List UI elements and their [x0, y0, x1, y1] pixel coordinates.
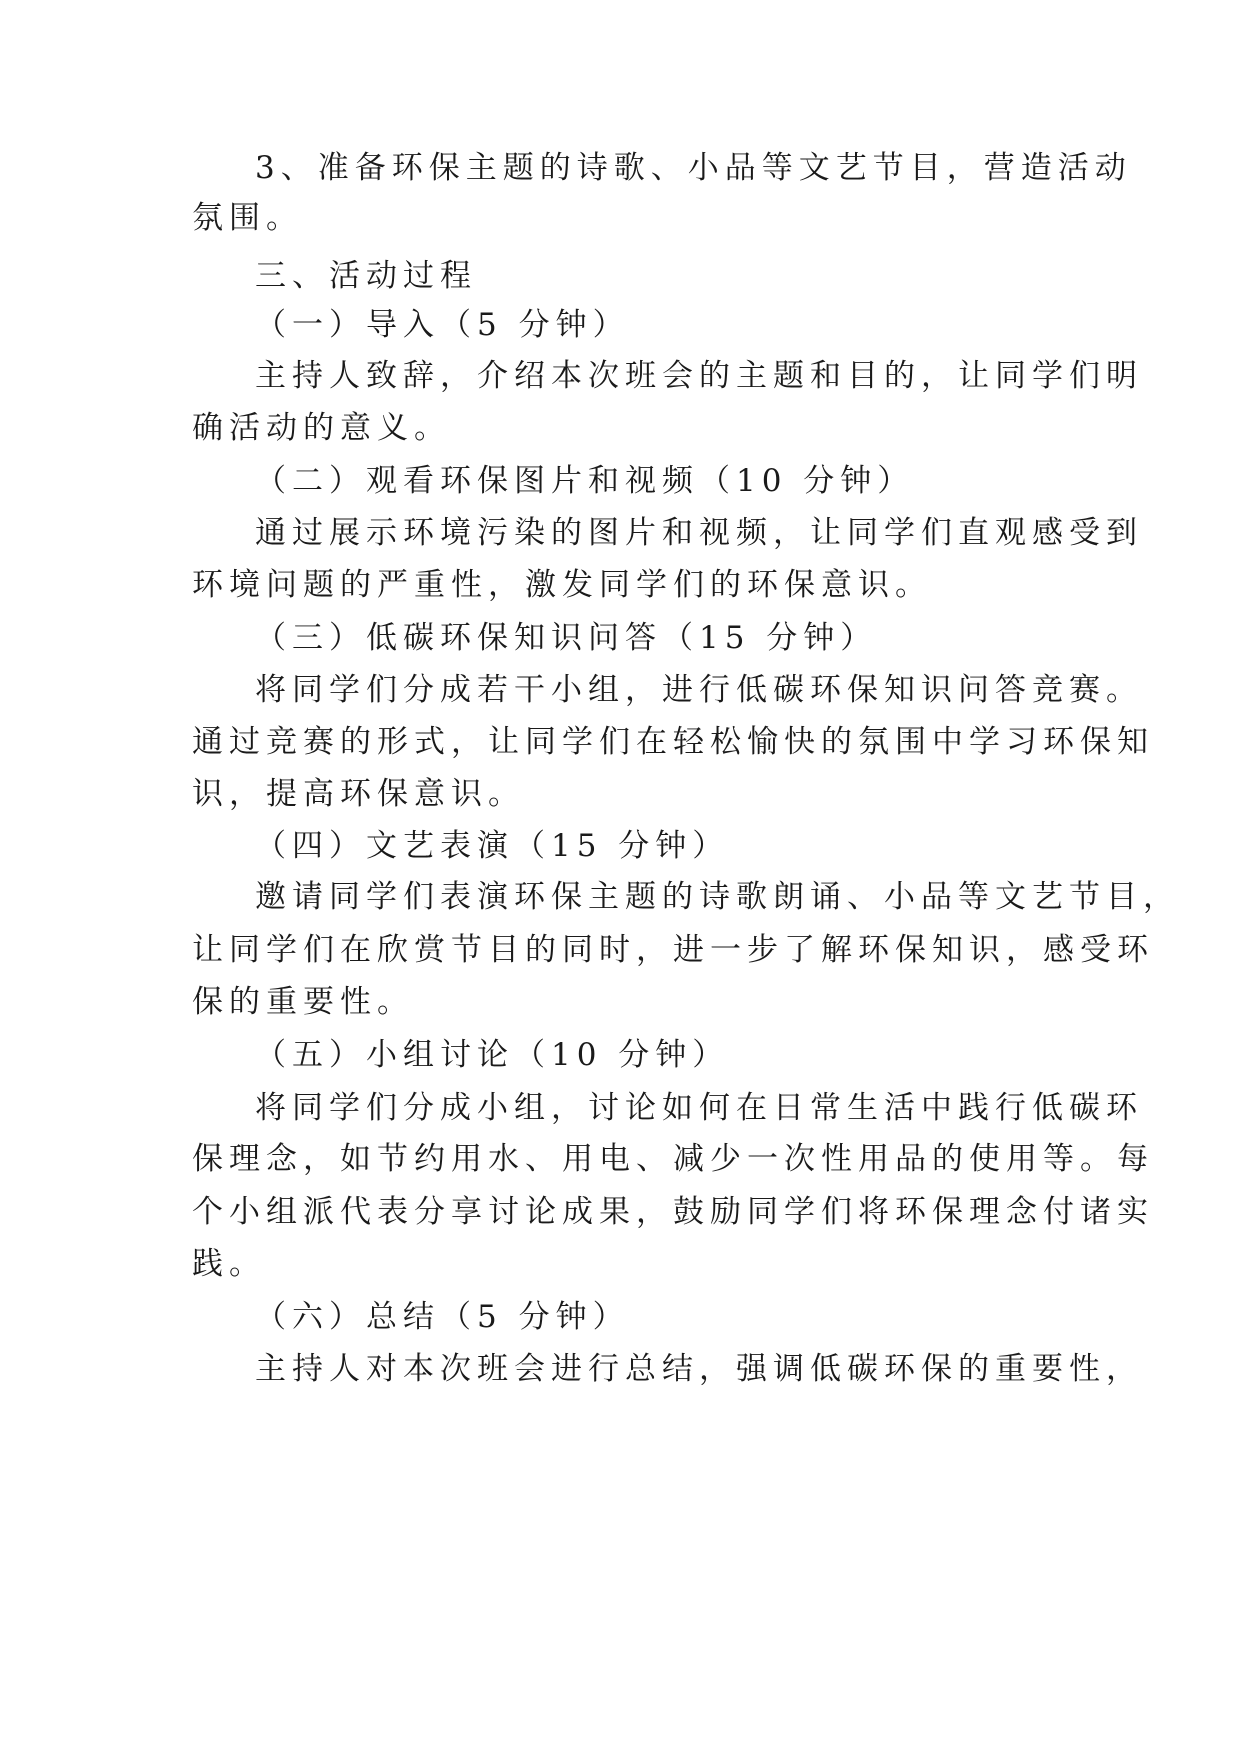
paragraph-line: 通过竞赛的形式，让同学们在轻松愉快的氛围中学习环保知	[192, 724, 1154, 760]
paragraph-line: 邀请同学们表演环保主题的诗歌朗诵、小品等文艺节目，	[255, 879, 1180, 915]
paragraph-line: 践。	[192, 1246, 266, 1282]
paragraph-line: 保理念，如节约用水、用电、减少一次性用品的使用等。每	[192, 1141, 1154, 1177]
paragraph-line: 识，提高环保意识。	[192, 776, 525, 812]
paragraph-line: 将同学们分成若干小组，进行低碳环保知识问答竞赛。	[255, 672, 1143, 708]
subsection-heading: （四）文艺表演（15 分钟）	[255, 828, 730, 864]
subsection-heading: （二）观看环保图片和视频（10 分钟）	[255, 463, 915, 499]
paragraph-line: 将同学们分成小组，讨论如何在日常生活中践行低碳环	[255, 1090, 1143, 1126]
paragraph-line: 主持人致辞，介绍本次班会的主题和目的，让同学们明	[255, 358, 1143, 394]
paragraph-line: 环境问题的严重性，激发同学们的环保意识。	[192, 567, 932, 603]
paragraph-line: 通过展示环境污染的图片和视频，让同学们直观感受到	[255, 515, 1143, 551]
paragraph-line: 3、准备环保主题的诗歌、小品等文艺节目，营造活动	[255, 150, 1132, 186]
subsection-heading: （六）总结（5 分钟）	[255, 1299, 630, 1335]
subsection-heading: （一）导入（5 分钟）	[255, 307, 630, 343]
paragraph-line: 让同学们在欣赏节目的同时，进一步了解环保知识，感受环	[192, 932, 1154, 968]
paragraph-line: 确活动的意义。	[192, 410, 451, 446]
subsection-heading: （三）低碳环保知识问答（15 分钟）	[255, 620, 878, 656]
paragraph-line: 氛围。	[192, 200, 303, 236]
paragraph-line: 个小组派代表分享讨论成果，鼓励同学们将环保理念付诸实	[192, 1194, 1154, 1230]
paragraph-line: 主持人对本次班会进行总结，强调低碳环保的重要性，	[255, 1351, 1143, 1387]
section-heading: 三、活动过程	[255, 258, 477, 294]
subsection-heading: （五）小组讨论（10 分钟）	[255, 1037, 730, 1073]
paragraph-line: 保的重要性。	[192, 984, 414, 1020]
